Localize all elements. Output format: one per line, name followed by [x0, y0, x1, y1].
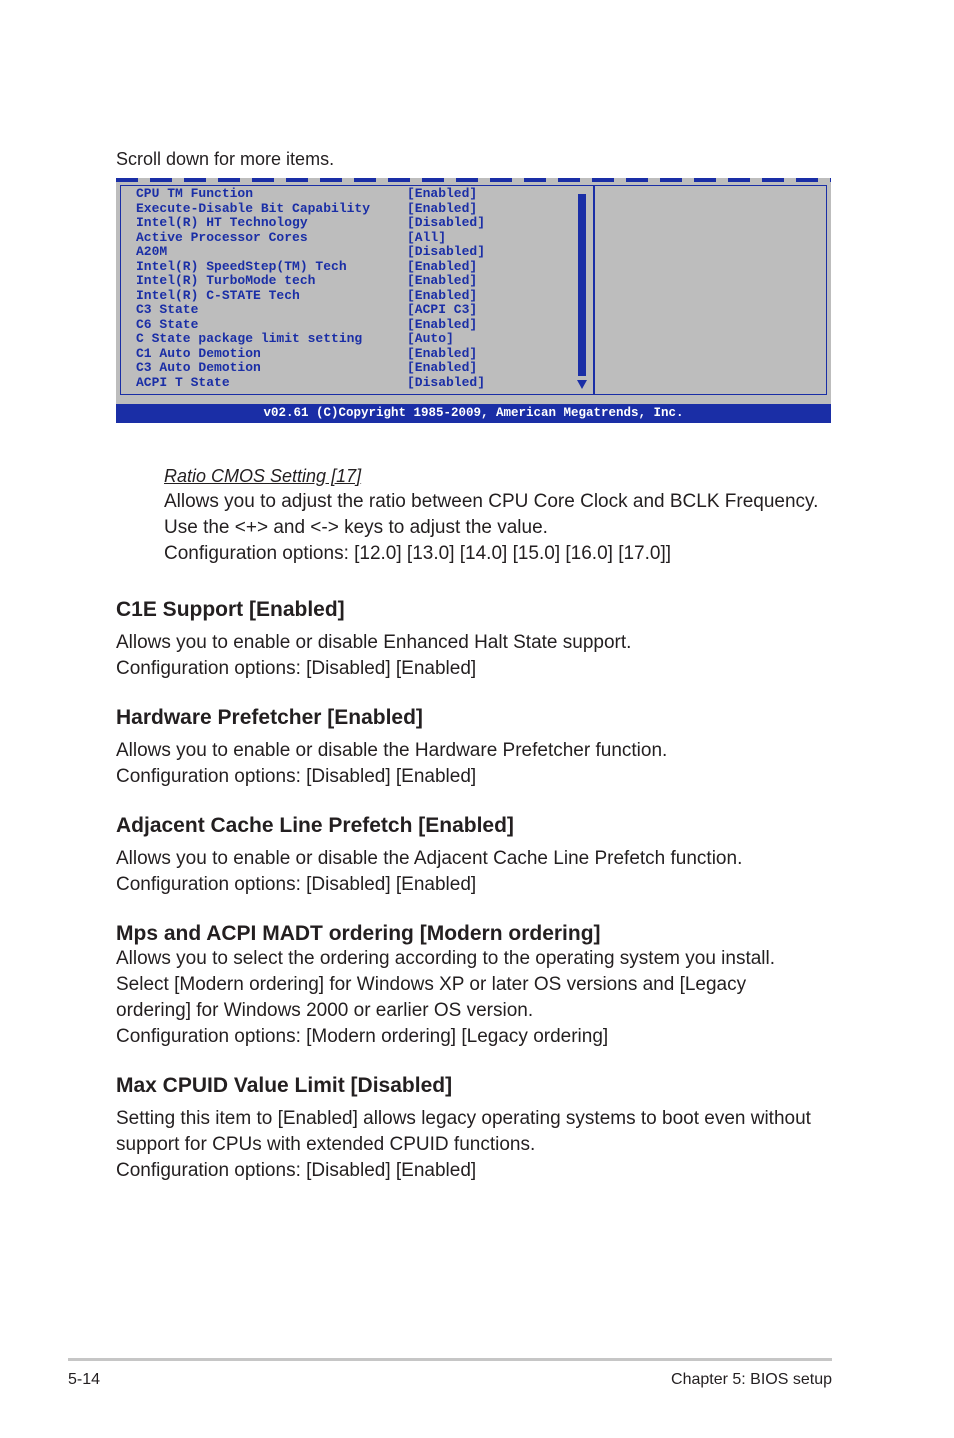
bios-item-label: C1 Auto Demotion	[136, 345, 261, 361]
bios-item[interactable]	[136, 202, 485, 217]
bios-item-label: Intel(R) C-STATE Tech	[136, 287, 300, 303]
adjacent-cache-description	[116, 846, 846, 898]
bios-item-value: [Disabled]	[407, 244, 486, 259]
description-line: Use the <+> and <-> keys to adjust the value.	[164, 517, 548, 538]
bios-item[interactable]	[136, 347, 485, 362]
bios-item-value: [Disabled]	[407, 374, 486, 390]
bios-item-label: ACPI T State	[136, 374, 230, 390]
bios-item-value: [Enabled]	[407, 186, 478, 201]
bios-item[interactable]	[136, 332, 485, 347]
bios-item-value: [Enabled]	[407, 345, 478, 361]
max-cpuid-heading: Max CPUID Value Limit [Disabled]	[116, 1074, 453, 1097]
c1e-support-heading: C1E Support [Enabled]	[116, 598, 345, 621]
bios-top-border	[116, 178, 831, 182]
scroll-note: Scroll down for more items.	[116, 149, 335, 169]
mps-acpi-description	[116, 946, 846, 1050]
bios-item[interactable]	[136, 303, 485, 318]
bios-item[interactable]	[136, 376, 485, 391]
bios-item[interactable]	[136, 187, 485, 202]
bios-item-label: Execute-Disable Bit Capability	[136, 200, 371, 216]
bios-item[interactable]	[136, 274, 485, 289]
bios-item-value: [Enabled]	[407, 316, 478, 332]
bios-item-value: [Enabled]	[407, 360, 478, 375]
description-line: Configuration options: [12.0] [13.0] [14.0] [15.0] [16.0] [17.0]]	[164, 543, 672, 564]
description-line: Setting this item to [Enabled] allows legacy operating systems to boot even without	[116, 1108, 811, 1129]
bios-scrollbar[interactable]	[578, 194, 586, 376]
description-line: Allows you to enable or disable the Adjacent Cache Line Prefetch function.	[116, 848, 743, 869]
ratio-cmos-description	[164, 489, 844, 567]
bios-item[interactable]	[136, 216, 485, 231]
bios-item-label: Active Processor Cores	[136, 229, 308, 245]
bios-screen	[116, 178, 831, 423]
description-line: Configuration options: [Disabled] [Enabled]	[116, 658, 477, 679]
ratio-cmos-title: Ratio CMOS Setting [17]	[164, 466, 362, 486]
scroll-down-arrow-icon[interactable]	[577, 380, 587, 389]
description-line: support for CPUs with extended CPUID functions.	[116, 1134, 536, 1155]
max-cpuid-description	[116, 1106, 846, 1184]
description-line: Allows you to adjust the ratio between CPU Core Clock and BCLK Frequency.	[164, 491, 819, 512]
bios-item-label: CPU TM Function	[136, 186, 254, 201]
description-line: ordering] for Windows 2000 or earlier OS version.	[116, 1000, 534, 1021]
page-number: 5-14	[68, 1371, 101, 1388]
hardware-prefetcher-description	[116, 738, 846, 790]
bios-item-label: C6 State	[136, 316, 199, 332]
bios-item-value: [Enabled]	[407, 273, 478, 288]
bios-item-label: A20M	[136, 244, 168, 259]
description-line: Configuration options: [Disabled] [Enabled]	[116, 766, 477, 787]
bios-item-label: C State package limit setting	[136, 331, 363, 346]
bios-item-value: [ACPI C3]	[407, 302, 478, 317]
bios-item-list	[136, 187, 485, 390]
description-line: Select [Modern ordering] for Windows XP or later OS versions and [Legacy	[116, 974, 747, 995]
bios-item[interactable]	[136, 260, 485, 275]
bios-item-value: [Disabled]	[407, 215, 486, 230]
description-line: Allows you to select the ordering according to the operating system you install.	[116, 948, 776, 969]
footer-divider	[68, 1358, 832, 1361]
bios-item-value: [Auto]	[407, 331, 454, 346]
bios-item[interactable]	[136, 245, 485, 260]
bios-item-label: Intel(R) HT Technology	[136, 215, 308, 230]
c1e-support-description	[116, 630, 846, 682]
mps-acpi-heading: Mps and ACPI MADT ordering [Modern ordering]	[116, 922, 601, 945]
bios-item-label: C3 State	[136, 302, 199, 317]
bios-item-value: [Enabled]	[407, 258, 478, 274]
bios-item-label: Intel(R) SpeedStep(TM) Tech	[136, 258, 347, 274]
bios-item-value: [Enabled]	[407, 287, 478, 303]
hardware-prefetcher-heading: Hardware Prefetcher [Enabled]	[116, 706, 423, 729]
chapter-title: Chapter 5: BIOS setup	[671, 1371, 832, 1388]
description-line: Configuration options: [Disabled] [Enabled]	[116, 874, 477, 895]
bios-copyright-bar: v02.61 (C)Copyright 1985-2009, American Megatrends, Inc.	[116, 404, 831, 423]
bios-item[interactable]	[136, 361, 485, 376]
bios-item-label: Intel(R) TurboMode tech	[136, 273, 316, 288]
bios-item-value: [All]	[407, 229, 447, 245]
adjacent-cache-heading: Adjacent Cache Line Prefetch [Enabled]	[116, 814, 514, 837]
bios-panel-divider	[593, 185, 595, 395]
bios-item-label: C3 Auto Demotion	[136, 360, 261, 375]
description-line: Configuration options: [Modern ordering] [Legacy ordering]	[116, 1026, 609, 1047]
bios-item[interactable]	[136, 231, 485, 246]
description-line: Allows you to enable or disable Enhanced Halt State support.	[116, 632, 632, 653]
bios-item[interactable]	[136, 318, 485, 333]
bios-item-value: [Enabled]	[407, 200, 478, 216]
description-line: Configuration options: [Disabled] [Enabled]	[116, 1160, 477, 1181]
bios-item[interactable]	[136, 289, 485, 304]
description-line: Allows you to enable or disable the Hardware Prefetcher function.	[116, 740, 668, 761]
